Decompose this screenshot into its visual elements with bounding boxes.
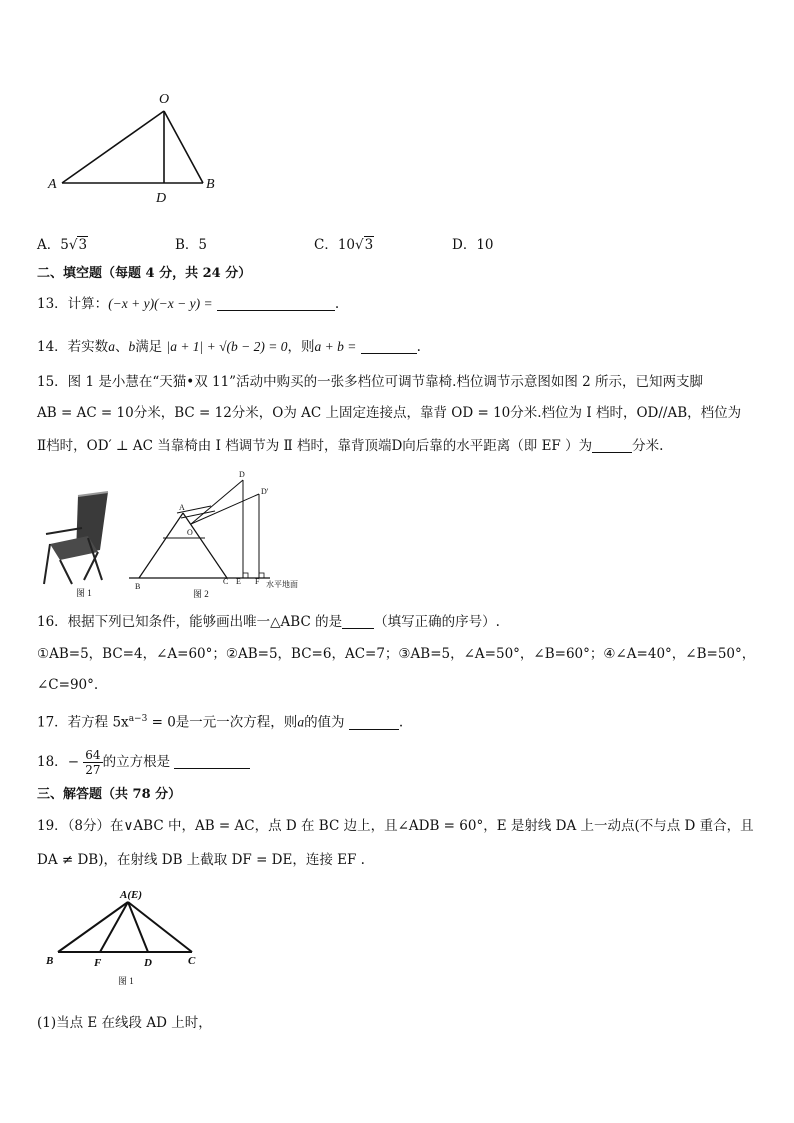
question-16-line-1: 16．根据下列已知条件，能够画出唯一△ABC 的是 （填写正确的序号）. <box>37 614 500 630</box>
segment-ab <box>58 902 128 952</box>
svg-text:C: C <box>188 955 196 967</box>
fig2-caption: 图 2 <box>193 589 209 599</box>
svg-text:F: F <box>94 957 102 969</box>
fig19-caption: 图 1 <box>118 976 134 986</box>
question-19-line-2: DA ≠ DB)，在射线 DB 上截取 DF = DE，连接 EF . <box>37 852 365 868</box>
segment-af <box>100 902 128 952</box>
svg-text:O: O <box>187 528 193 537</box>
question-15-line-2: AB = AC = 10分米，BC = 12分米，O为 AC 上固定连接点，靠背 OD = 10分米.档位为 Ⅰ 档时，OD//AB，档位为 <box>37 405 742 421</box>
svg-text:F: F <box>255 577 260 586</box>
back-od <box>191 480 243 524</box>
label-a: A <box>48 177 57 192</box>
svg-text:D: D <box>239 470 245 479</box>
question-13: 13．计算：(−x + y)(−x − y) = . <box>37 296 340 312</box>
answer-blank-15[interactable] <box>592 438 632 453</box>
section-solution-title: 三、解答题（共 78 分） <box>37 787 182 802</box>
figure-chair-diagram <box>125 466 315 602</box>
question-16-line-2: ①AB=5，BC=4，∠A=60°；②AB=5，BC=6，AC=7；③AB=5，∠A=50°，∠B=60°；④∠A=40°，∠B=50°， <box>37 646 756 662</box>
figure-chair-photo <box>36 488 116 600</box>
question-15-line-3: Ⅱ档时，OD′ ⊥ AC 当靠椅由 Ⅰ 档调节为 Ⅱ 档时，靠背顶端D向后靠的水平距离（即 EF ）为 分米. <box>37 438 664 454</box>
question-14: 14．若实数a、b满足 |a + 1| + √(b − 2) = 0，则a + b = . <box>37 339 421 355</box>
question-16-line-3: ∠C=90°. <box>37 677 99 693</box>
svg-text:A: A <box>179 503 185 512</box>
svg-text:水平地面: 水平地面 <box>266 580 298 589</box>
question-17: 17．若方程 $5x^{a-3} = 0$是一元一次方程，则a的值为 . <box>37 714 404 731</box>
fig1-caption: 图 1 <box>76 588 92 598</box>
choice-b[interactable]: B．5 <box>175 237 208 253</box>
answer-blank-13[interactable] <box>217 296 335 311</box>
answer-blank-18[interactable] <box>174 754 250 769</box>
choice-d[interactable]: D．10 <box>452 237 494 253</box>
segment-ao <box>62 111 164 183</box>
answer-blank-17[interactable] <box>349 715 399 730</box>
svg-text:A(E): A(E) <box>120 889 142 901</box>
choice-c[interactable]: C．10√3 <box>314 237 374 253</box>
label-d: D <box>156 191 167 206</box>
leg-ab <box>139 513 183 578</box>
choice-a[interactable]: A．5√3 <box>37 237 88 253</box>
question-19-line-1: 19．（8分）在∨ABC 中，AB = AC，点 D 在 BC 边上，且∠ADB = 60°，E 是射线 DA 上一动点(不与点 D 重合，且 <box>37 818 754 834</box>
back-odp <box>191 494 259 524</box>
segment-ob <box>164 111 203 183</box>
label-b: B <box>206 177 215 192</box>
svg-text:D: D <box>144 957 152 969</box>
svg-text:C: C <box>223 577 229 586</box>
answer-blank-16[interactable] <box>342 614 374 629</box>
section-fill-in-title: 二、填空题（每题 4 分，共 24 分） <box>37 266 252 281</box>
leg-ac <box>183 513 227 578</box>
figure-triangle-abc <box>40 886 210 990</box>
question-15-line-1: 15．图 1 是小慧在“天猫•双 11”活动中购买的一张多档位可调节靠椅.档位调节示意图如图 2 所示，已知两支脚 <box>37 374 704 390</box>
answer-blank-14[interactable] <box>361 339 417 354</box>
label-o: O <box>159 92 170 107</box>
svg-text:D′: D′ <box>261 487 269 496</box>
figure-triangle-oadb <box>40 85 230 210</box>
svg-text:B: B <box>135 582 141 591</box>
svg-text:B: B <box>46 955 54 967</box>
question-19-part-1: (1)当点 E 在线段 AD 上时， <box>37 1015 212 1031</box>
question-18: 18．− $\frac{64}{27}$ 的立方根是 <box>37 747 250 777</box>
svg-text:E: E <box>236 577 241 586</box>
